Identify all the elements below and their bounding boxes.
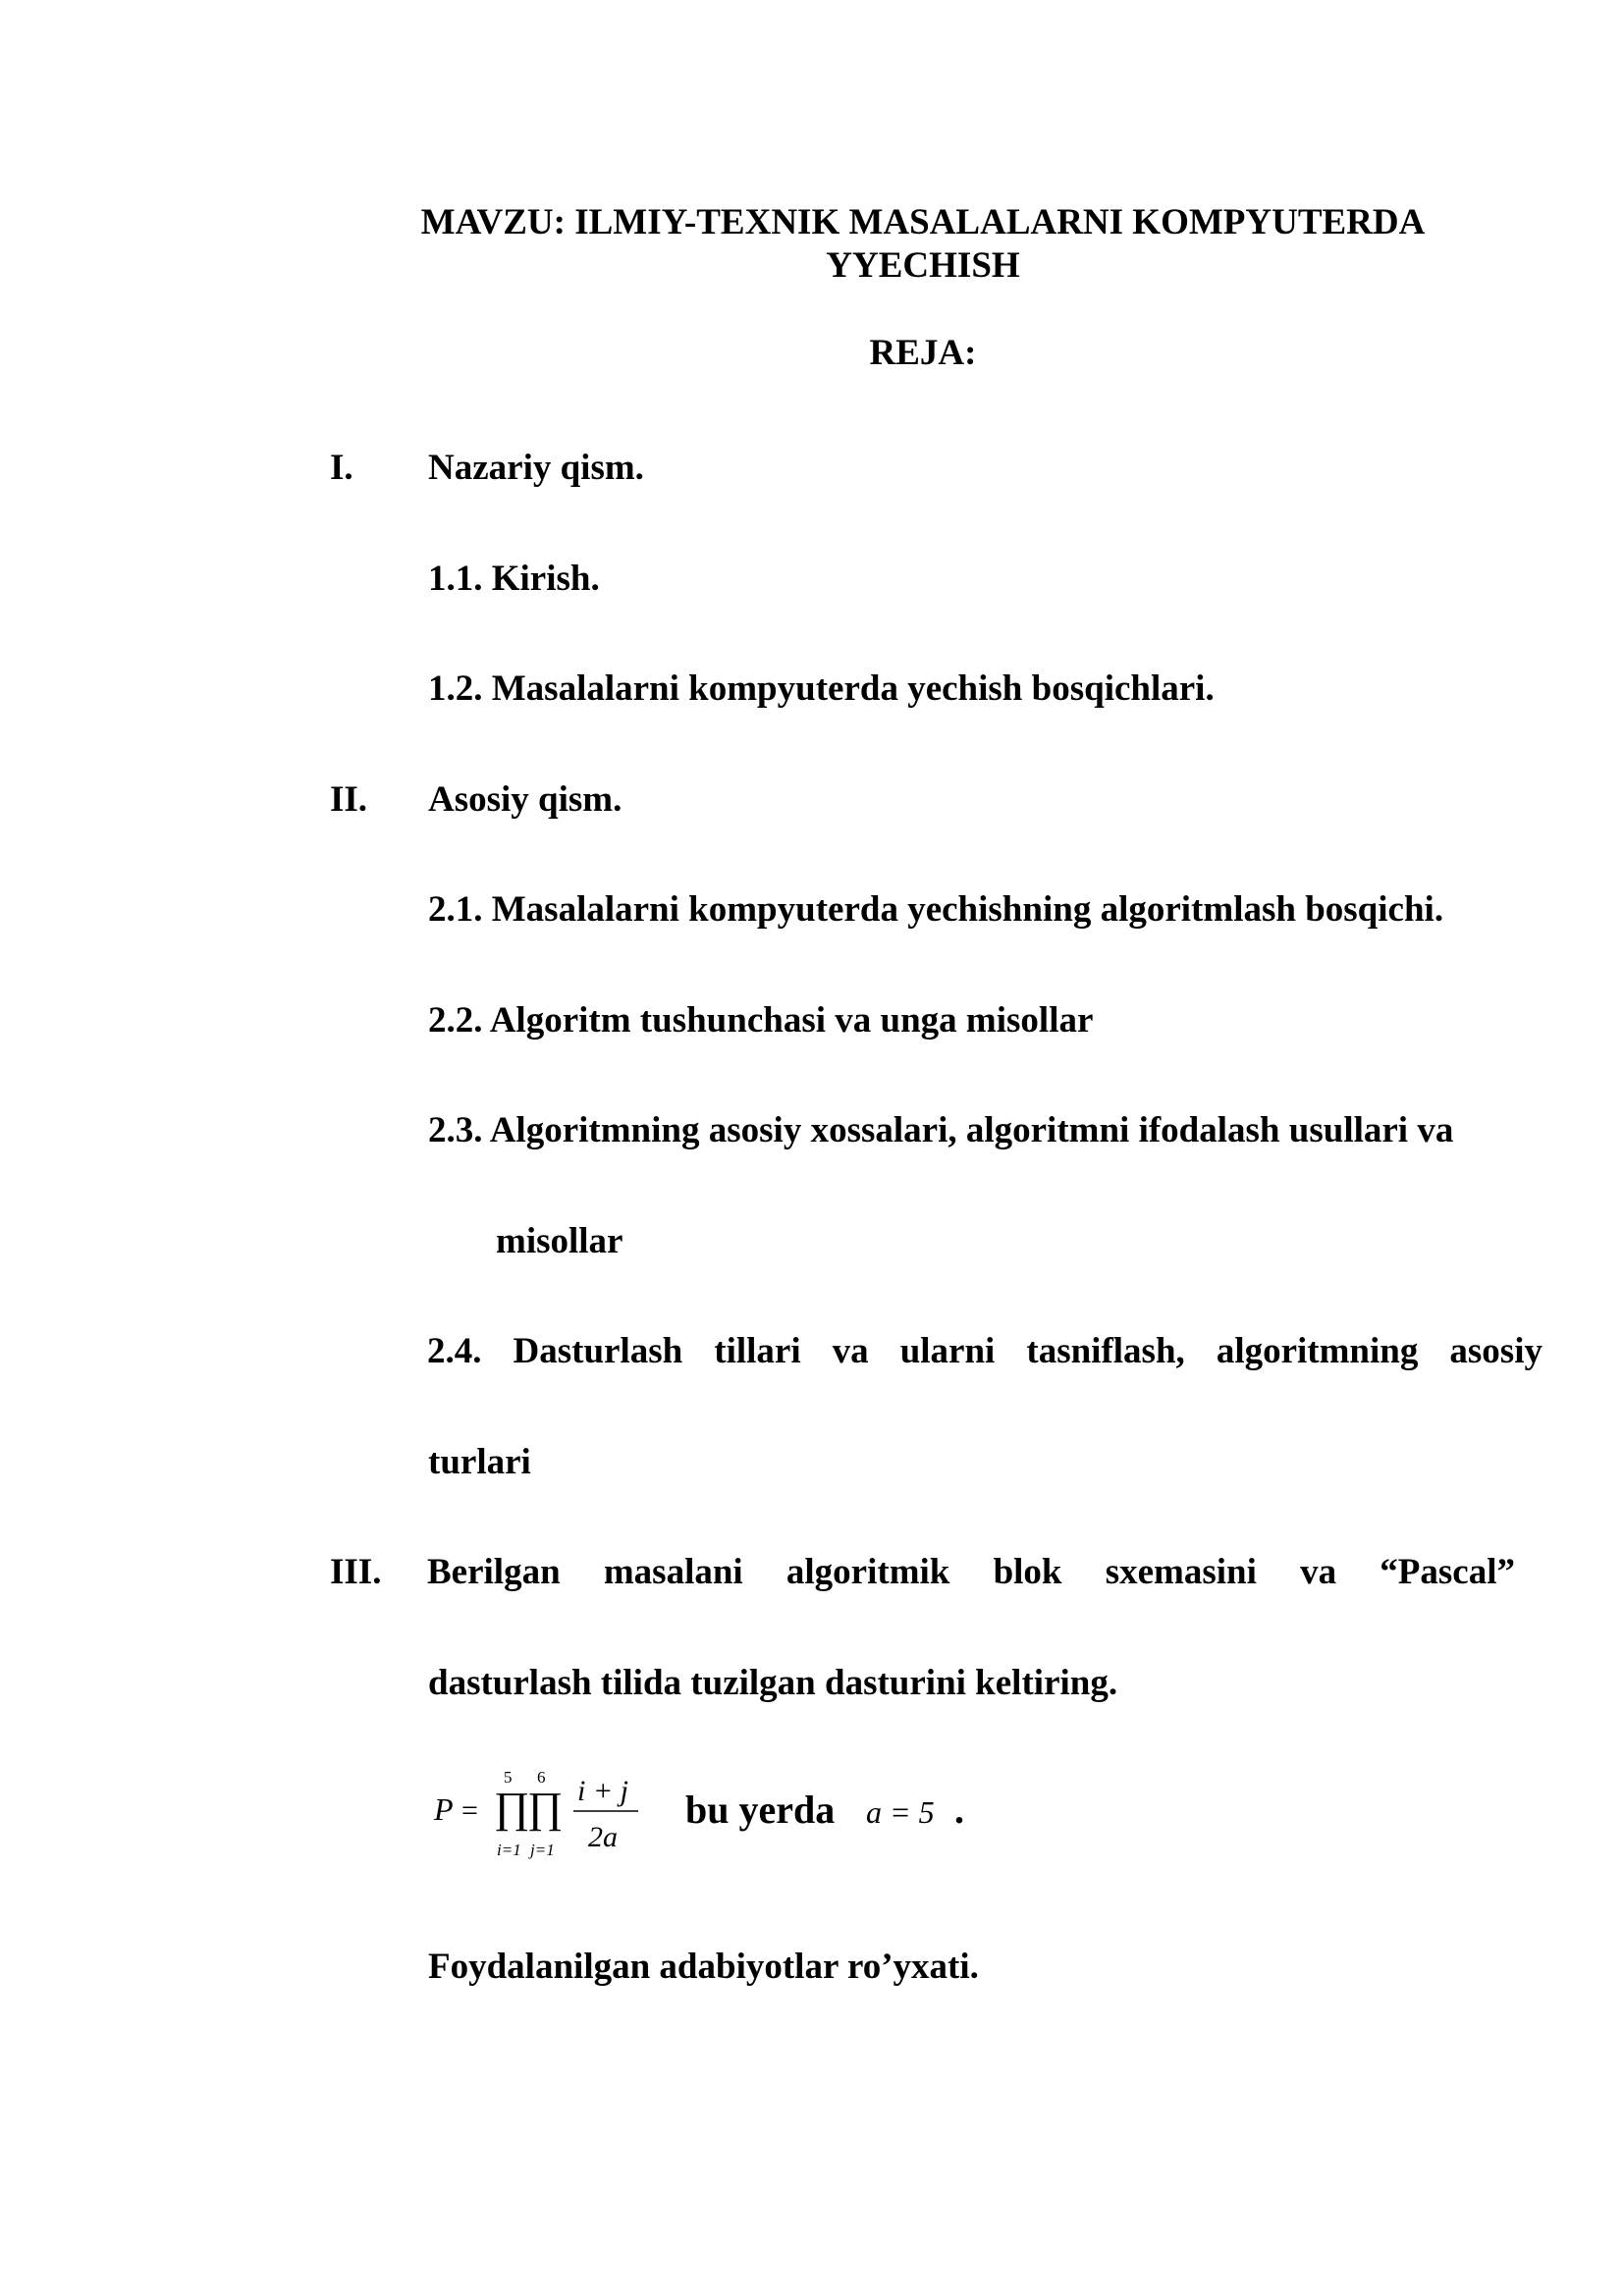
plan-heading: REJA: bbox=[869, 333, 977, 373]
word: va bbox=[1300, 1552, 1337, 1592]
product-formula bbox=[428, 1757, 978, 1865]
product-symbol-2: ∏ bbox=[527, 1784, 564, 1832]
list-item-1-2: 1.2. Masalalarni kompyuterda yechish bosqichlari. bbox=[428, 668, 1215, 709]
list-item-2-4 bbox=[427, 1330, 1543, 1372]
formula-period: . bbox=[954, 1788, 964, 1832]
section-3-line-2: dasturlash tilida tuzilgan dasturini keltiring. bbox=[428, 1663, 1118, 1703]
section-numeral-2: II. bbox=[330, 779, 368, 820]
fraction-denominator: 2a bbox=[588, 1821, 618, 1853]
product-lower-1: i=1 bbox=[497, 1841, 521, 1859]
section-title-1: Nazariy qism. bbox=[428, 448, 644, 488]
formula-condition: a = 5 bbox=[866, 1794, 935, 1830]
word: “Pascal” bbox=[1380, 1552, 1515, 1592]
formula-lhs: P bbox=[434, 1791, 454, 1827]
fraction-numerator: i + j bbox=[577, 1775, 628, 1807]
list-item-2-3: 2.3. Algoritmning asosiy xossalari, algoritmni ifodalash usullari va bbox=[428, 1110, 1454, 1150]
word: tillari bbox=[714, 1331, 801, 1371]
word: ularni bbox=[899, 1331, 996, 1371]
product-lower-2: j=1 bbox=[530, 1841, 555, 1859]
word: 2.4. bbox=[427, 1331, 482, 1371]
word: asosiy bbox=[1449, 1331, 1543, 1371]
word: tasniflash, bbox=[1026, 1331, 1185, 1371]
section-numeral-3: III. bbox=[330, 1552, 382, 1592]
list-item-1-1: 1.1. Kirish. bbox=[428, 559, 600, 599]
section-3-line-1 bbox=[427, 1551, 1515, 1593]
title-line-1: MAVZU: ILMIY-TEXNIK MASALALARNI KOMPYUTERDA bbox=[420, 202, 1426, 242]
word: Berilgan bbox=[427, 1552, 561, 1592]
product-upper-2: 6 bbox=[537, 1768, 546, 1787]
section-numeral-1: I. bbox=[330, 448, 353, 488]
title-line-2: YYECHISH bbox=[826, 245, 1020, 286]
word: algoritmik bbox=[785, 1552, 950, 1592]
references-heading: Foydalanilgan adabiyotlar ro’yxati. bbox=[428, 1947, 979, 1987]
formula-equals: = bbox=[461, 1794, 478, 1827]
list-item-2-1: 2.1. Masalalarni kompyuterda yechishning algoritmlash bosqichi. bbox=[428, 889, 1444, 930]
list-item-2-2: 2.2. Algoritm tushunchasi va unga misollar bbox=[428, 1000, 1094, 1041]
word: blok bbox=[993, 1552, 1062, 1592]
word: va bbox=[832, 1331, 869, 1371]
list-item-2-3-continued: misollar bbox=[496, 1221, 623, 1261]
formula-text: bu yerda bbox=[685, 1788, 836, 1832]
product-upper-1: 5 bbox=[504, 1768, 513, 1787]
section-title-2: Asosiy qism. bbox=[428, 779, 623, 820]
product-symbol-1: ∏ bbox=[494, 1784, 530, 1832]
word: Dasturlash bbox=[513, 1331, 683, 1371]
list-item-2-4-continued: turlari bbox=[428, 1442, 531, 1482]
word: masalani bbox=[603, 1552, 743, 1592]
word: sxemasini bbox=[1105, 1552, 1257, 1592]
word: algoritmning bbox=[1216, 1331, 1419, 1371]
